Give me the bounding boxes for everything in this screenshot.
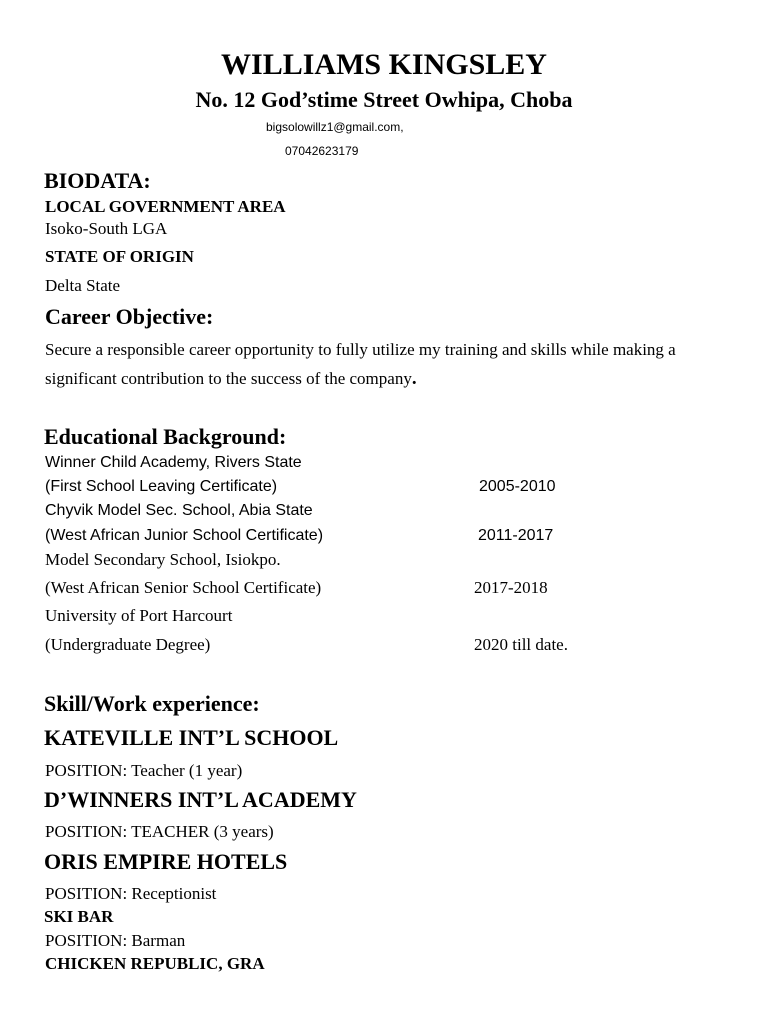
experience-heading: Skill/Work experience:	[44, 691, 260, 716]
job-position: POSITION: Barman	[45, 931, 186, 950]
career-objective-period: .	[411, 368, 417, 389]
career-objective-text: significant contribution to the success of the company	[45, 369, 412, 388]
career-objective-line-1: Secure a responsible career opportunity to fully utilize my training and skills while making a	[45, 340, 676, 359]
employer-name: KATEVILLE INT’L SCHOOL	[44, 725, 339, 750]
career-objective-heading: Career Objective:	[45, 304, 214, 329]
phone-text: 07042623179	[285, 144, 359, 158]
address-line: No. 12 God’stime Street Owhipa, Choba	[195, 87, 573, 112]
employer-name: ORIS EMPIRE HOTELS	[44, 849, 288, 874]
lga-value: Isoko-South LGA	[45, 219, 168, 238]
state-value: Delta State	[45, 276, 121, 295]
education-school: University of Port Harcourt	[45, 606, 233, 625]
education-heading: Educational Background:	[44, 424, 287, 449]
education-years: 2020 till date.	[474, 635, 568, 654]
job-position: POSITION: Teacher (1 year)	[45, 761, 243, 780]
career-objective-line-2	[45, 369, 417, 388]
employer-name: CHICKEN REPUBLIC, GRA	[45, 954, 265, 973]
education-school: Winner Child Academy, Rivers State	[45, 454, 302, 471]
job-position: POSITION: Receptionist	[45, 884, 217, 903]
applicant-name: WILLIAMS KINGSLEY	[221, 48, 547, 81]
education-certificate: (West African Senior School Certificate)	[45, 578, 322, 597]
education-certificate: (Undergraduate Degree)	[45, 635, 211, 654]
state-label: STATE OF ORIGIN	[45, 247, 194, 266]
lga-label: LOCAL GOVERNMENT AREA	[45, 197, 286, 216]
education-years: 2017-2018	[474, 578, 548, 597]
employer-name: SKI BAR	[44, 907, 114, 926]
education-years: 2011-2017	[478, 527, 554, 544]
education-school: Chyvik Model Sec. School, Abia State	[45, 502, 313, 519]
education-years: 2005-2010	[479, 478, 556, 495]
email-text: bigsolowillz1@gmail.com,	[266, 120, 404, 134]
education-certificate: (First School Leaving Certificate)	[45, 478, 278, 495]
education-school: Model Secondary School, Isiokpo.	[45, 550, 281, 569]
employer-name: D’WINNERS INT’L ACADEMY	[44, 787, 357, 812]
job-position: POSITION: TEACHER (3 years)	[45, 822, 274, 841]
biodata-heading: BIODATA:	[44, 168, 151, 193]
education-certificate: (West African Junior School Certificate)	[45, 527, 324, 544]
